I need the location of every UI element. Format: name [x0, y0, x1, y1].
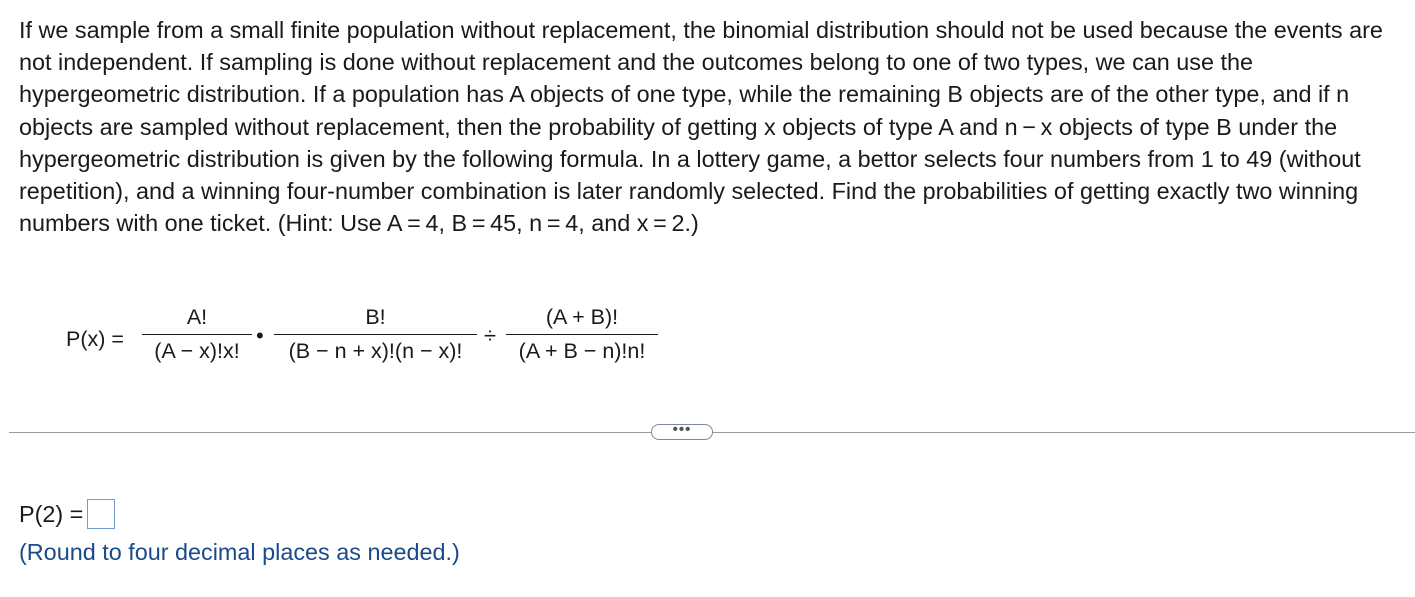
answer-input[interactable] [87, 499, 115, 529]
divide-operator: ÷ [484, 323, 497, 348]
expand-more-button[interactable]: ••• [651, 424, 713, 440]
fraction-total-denominator: (A + B − n)!n! [518, 339, 646, 363]
fraction-total [506, 301, 658, 368]
answer-row [19, 497, 115, 531]
fraction-total-numerator: (A + B)! [545, 305, 619, 329]
answer-label: P(2) = [19, 501, 84, 527]
rounding-hint: (Round to four decimal places as needed.) [19, 539, 460, 565]
fraction-a-denominator: (A − x)!x! [154, 339, 240, 363]
fraction-b [274, 301, 477, 368]
fraction-b-denominator: (B − n + x)!(n − x)! [288, 339, 463, 363]
fraction-a-numerator: A! [186, 305, 208, 329]
fraction-a [142, 301, 252, 368]
formula-lhs: P(x) = [66, 327, 124, 351]
fraction-b-numerator: B! [365, 305, 386, 329]
problem-statement: If we sample from a small finite population without replacement, the binomial distribution should not be used because the events are not independent. If sampling is done without replacement and the outcomes belong to one of two types, we can use the hypergeometric distribution. If a population has A objects of one type, while the remaining B objects are of the other type, and if n objects are sampled without replacement, then the probability of getting x objects of type A and n − x objects of type B under the hypergeometric distribution is given by the following formula. In a lottery game, a bettor selects four numbers from 1 to 49 (without repetition), and a winning four-number combination is later randomly selected. Find the probabilities of getting exactly two winning numbers with one ticket. (Hint: Use A = 4, B = 45, n = 4, and x = 2.) [19, 17, 1383, 237]
multiply-operator: • [256, 323, 264, 348]
